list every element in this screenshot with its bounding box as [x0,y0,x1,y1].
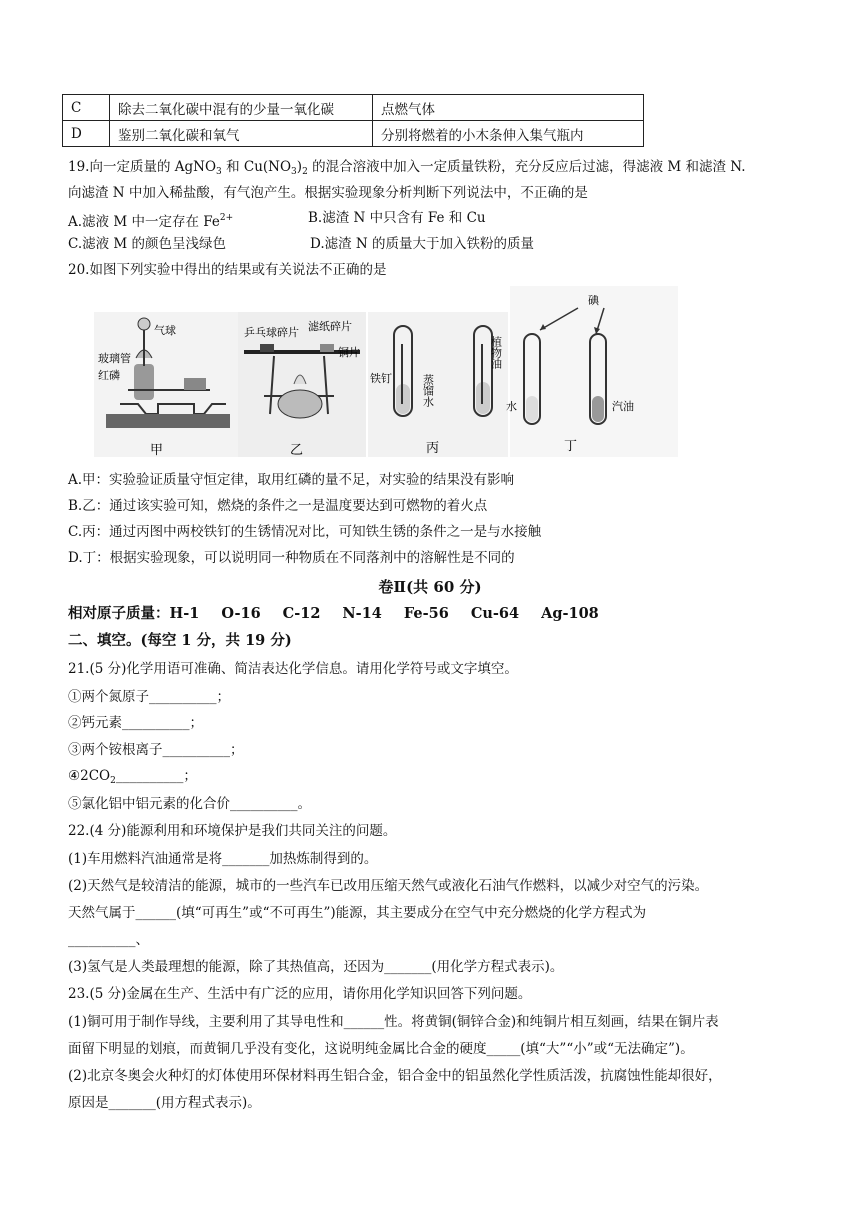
caption-bing: 丙 [426,441,440,456]
q23-stem: 23.(5 分)金属在生产、生活中有广泛的应用，请你用化学知识回答下列问题。 [68,986,532,1002]
label-iodine: 碘 [588,294,599,307]
label-gasoline: 汽油 [612,400,634,413]
q21-item-5: ⑤氯化铝中铝元素的化合价__________。 [68,796,311,812]
q21-item-4: $④2CO_2\_\_\_\_\_\_\_\_\_\_$； [68,768,197,786]
q20-stem: 20.如图下列实验中得出的结果或有关说法不正确的是 [68,262,387,278]
caption-ding: 丁 [564,439,578,454]
row-letter: D [63,121,110,147]
q20-option-b: B.乙：通过该实验可知，燃烧的条件之一是温度要达到可燃物的着火点 [68,498,488,514]
q21-item-2: ②钙元素__________； [68,715,203,731]
q19-stem-line1: 19.向一定质量的 AgNO$_3$ 和 $Cu(NO_3)_2$ 的混合溶液中加入一定质量铁粉，充分反应后过滤，得滤液 M 和滤渣 N. [68,159,746,177]
label-vegetable-oil: 植物油 [489,336,503,369]
q23-part-2b: 原因是_______(用方程式表示)。 [68,1095,261,1111]
q19-option-a: A.滤液 M 中一定存在 $Fe^{2+}$ [68,213,234,230]
q23-part-1b: 面留下明显的划痕，而黄铜几乎没有变化，这说明纯金属比合金的硬度_____(填“大”“小”或“无法确定”)。 [68,1041,694,1057]
row-method: 分别将燃着的小木条伸入集气瓶内 [373,121,644,147]
row-purpose: 鉴别二氧化碳和氧气 [110,121,373,147]
q20-option-d: D.丁：根据实验现象，可以说明同一种物质在不同落剂中的溶解性是不同的 [68,550,515,566]
q21-stem: 21.(5 分)化学用语可准确、简洁表达化学信息。请用化学符号或文字填空。 [68,661,518,677]
q20-option-c: C.丙：通过丙图中两校铁钉的生锈情况对比，可知铁生锈的条件之一是与水接触 [68,524,542,540]
label-water: 水 [506,400,517,413]
q20-option-a: A.甲：实验验证质量守恒定律，取用红磷的量不足，对实验的结果没有影响 [68,472,515,488]
options-table [62,94,644,147]
label-copper-sheet: 铜片 [338,346,360,359]
q22-stem: 22.(4 分)能源利用和环境保护是我们共同关注的问题。 [68,823,397,839]
caption-yi: 乙 [290,443,304,458]
label-iron-nail: 铁钉 [370,372,392,385]
section-heading: 二、填空。(每空 1 分，共 19 分) [68,632,292,649]
atomic-masses: 相对原子质量：H-1 O-16 C-12 N-14 Fe-56 Cu-64 Ag-108 [68,605,599,622]
q22-part-1: (1)车用燃料汽油通常是将_______加热炼制得到的。 [68,851,378,867]
q22-part-2b: 天然气属于______(填“可再生”或“不可再生”)能源，其主要成分在空气中充分燃烧的化学方程式为 [68,905,647,921]
row-purpose: 除去二氧化碳中混有的少量一氧化碳 [110,95,373,121]
q21-item-3: ③两个铵根离子__________； [68,742,244,758]
row-method: 点燃气体 [373,95,644,121]
q23-part-1a: (1)铜可用于制作导线，主要利用了其导电性和______性。将黄铜(铜锌合金)和纯铜片相互刻画，结果在铜片表 [68,1014,719,1030]
q22-part-2a: (2)天然气是较清洁的能源，城市的一些汽车已改用压缩天然气或液化石油气作燃料，以减少对空气的污染。 [68,878,709,894]
label-filter-paper: 滤纸碎片 [308,320,352,333]
q23-part-2a: (2)北京冬奥会火种灯的灯体使用环保材料再生铝合金，铝合金中的铝虽然化学性质活泼，抗腐蚀性能却很好， [68,1068,722,1084]
q19-stem-line2: 向滤渣 N 中加入稀盐酸，有气泡产生。根据实验现象分析判断下列说法中，不正确的是 [68,185,588,201]
table-row [63,95,644,121]
q21-item-1: ①两个氮原子__________； [68,689,230,705]
caption-jia: 甲 [150,443,164,458]
q22-part-3: (3)氢气是人类最理想的能源，除了其热值高，还因为_______(用化学方程式表示)。 [68,959,564,975]
label-glass-tube: 玻璃管 [98,352,131,365]
label-pingpong: 乒乓球碎片 [244,326,299,339]
table-row [63,121,644,147]
experiment-figure [94,286,744,458]
label-red-phosphorus: 红磷 [98,369,120,382]
q19-option-c: C.滤液 M 的颜色呈浅绿色 [68,236,227,252]
row-letter: C [63,95,110,121]
panel-bing [368,312,508,457]
part2-title: 卷Ⅱ(共 60 分) [378,578,482,596]
label-distilled-water: 蒸馏水 [421,374,435,407]
q19-option-d: D.滤渣 N 的质量大于加入铁粉的质量 [310,236,535,252]
q19-option-b: B.滤渣 N 中只含有 Fe 和 Cu [308,210,486,226]
panel-jia [94,312,240,458]
q22-part-2c: __________、 [68,932,149,948]
label-balloon: 气球 [154,324,176,337]
panel-ding [506,286,678,457]
panel-yi [238,312,366,458]
